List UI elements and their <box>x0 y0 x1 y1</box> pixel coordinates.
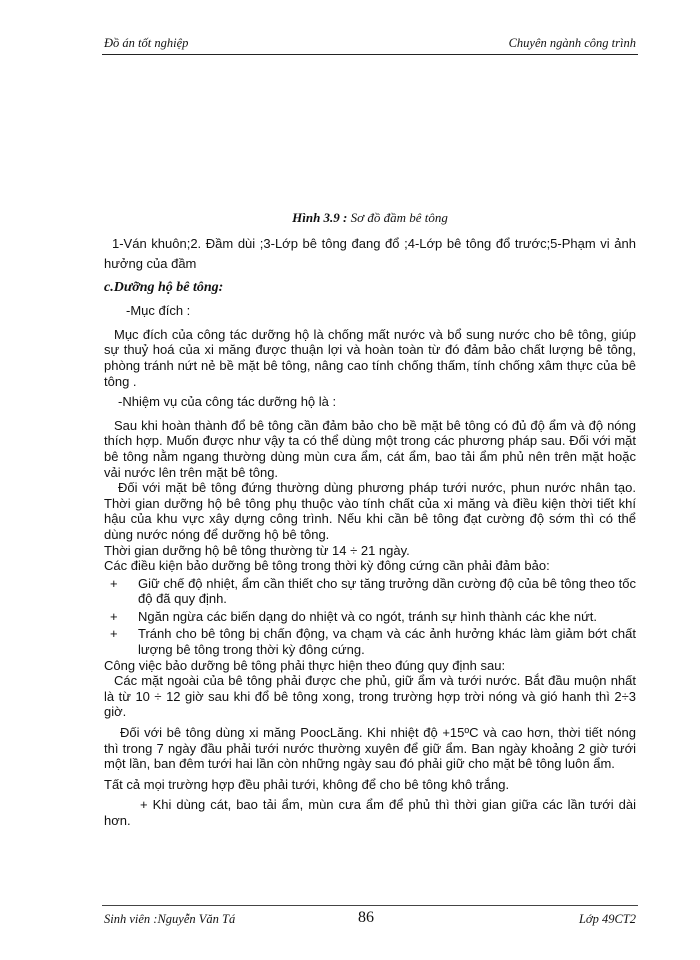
task-paragraph-2: Đối với mặt bê tông đứng thường dùng phương pháp tưới nước, phun nước nhân tạo. Thời gian dưỡng hộ bê tông phụ thuộc vào tính chất của xi măng và điều kiện thời tiết khí hậu của khu vực xây dựng công trình. Nếu khi cần bê tông đạt cường độ sớm thì có thể dùng nước nóng để dưỡng hộ bê tông. <box>104 480 636 542</box>
rules-paragraph-2: Đối với bê tông dùng xi măng PoocLăng. Khi nhiệt độ +15ºC và cao hơn, thời tiết nóng thì trong 7 ngày đầu phải tưới nước thường xuyên để giữ ẩm. Ban ngày khoảng 2 giờ tưới một lần, ban đêm tưới hai lần còn những ngày sau đó phải giữ cho mặt bê tông luôn ẩm. <box>104 725 636 772</box>
conditions-line: Các điều kiện bảo dưỡng bê tông trong thời kỳ đông cứng cần phải đảm bảo: <box>104 558 550 574</box>
curing-time-line: Thời gian dưỡng hộ bê tông thường từ 14 ÷ 21 ngày. <box>104 542 410 558</box>
rules-paragraph-1: Các mặt ngoài của bê tông phải được che phủ, giữ ẩm và tưới nước. Bắt đầu muộn nhất là từ 10 ÷ 12 giờ sau khi đổ bê tông xong, trong trường hợp trời nóng và gió hanh thì 2÷3 giờ. <box>104 673 636 720</box>
figure-legend: 1-Ván khuôn;2. Đầm dùi ;3-Lớp bê tông đang đổ ;4-Lớp bê tông đổ trước;5-Phạm vi ảnh hưởng của đầm <box>104 235 636 271</box>
task-label: -Nhiệm vụ của công tác dưỡng hộ là : <box>118 394 337 410</box>
purpose-label: -Mục đích : <box>126 303 191 319</box>
header-right: Chuyên ngành công trình <box>508 36 636 50</box>
footer-class: Lớp 49CT2 <box>578 912 636 926</box>
page-body <box>104 210 636 829</box>
bullet-mark: + <box>110 626 118 642</box>
bullet-text: Ngăn ngừa các biến dạng do nhiệt và co ngót, tránh sự hình thành các khe nứt. <box>138 608 598 624</box>
footer-student: Sinh viên :Nguyễn Văn Tá <box>104 912 236 926</box>
list-item <box>104 576 636 607</box>
rules-line: Công việc bảo dưỡng bê tông phải thực hiện theo đúng quy định sau: <box>104 657 506 673</box>
caption-text: Sơ đồ đầm bê tông <box>347 210 448 225</box>
page-footer <box>104 909 636 930</box>
caption-label: Hình 3.9 : <box>292 210 348 225</box>
bullet-text: Tránh cho bê tông bị chấn động, va chạm và các ảnh hưởng khác làm giảm bớt chất lượng bê tông trong thời kỳ đông cứng. <box>138 626 636 658</box>
purpose-paragraph: Mục đích của công tác dưỡng hộ là chống mất nước và bổ sung nước cho bê tông, giúp sự thuỷ hoá của xi măng được thuận lợi và hoàn toàn từ đó đảm bảo chất lượng bê tông, phòng tránh nứt nẻ bề mặt bê tông, nâng cao tính chống thấm, tính chống xâm thực của bê tông . <box>104 326 636 389</box>
task-paragraph-1: Sau khi hoàn thành đổ bê tông cần đảm bảo cho bề mặt bê tông có đủ độ ẩm và độ nóng thích hợp. Muốn được như vậy ta có thể dùng một trong các phương pháp sau. Đối với mặt bê tông nằm ngang thường dùng mùn cưa ẩm, cát ẩm, bao tải ẩm phủ nên trên mặt hoặc vải nước lên trên mặt bê tông. <box>104 417 636 480</box>
list-item <box>104 609 636 625</box>
section-title: c.Dưỡng hộ bê tông: <box>104 279 224 295</box>
rules-paragraph-3: Tất cả mọi trường hợp đều phải tưới, không để cho bê tông khô trắng. <box>104 776 510 792</box>
rules-paragraph-4: + Khi dùng cát, bao tải ẩm, mùn cưa ẩm để phủ thì thời gian giữa các lần tưới dài hơn. <box>104 797 636 828</box>
bullet-mark: + <box>110 608 118 624</box>
header-rule <box>102 54 638 55</box>
header-left: Đồ án tốt nghiệp <box>104 36 189 50</box>
bullet-text: Giữ chế độ nhiệt, ẩm cần thiết cho sự tăng trưởng dần cường độ của bê tông theo tốc độ đã quy định. <box>138 575 636 607</box>
figure-caption <box>104 210 636 226</box>
footer-rule <box>102 905 638 906</box>
list-item <box>104 626 636 657</box>
page-number: 86 <box>358 909 374 926</box>
bullet-mark: + <box>110 575 118 591</box>
page-header <box>104 36 636 54</box>
